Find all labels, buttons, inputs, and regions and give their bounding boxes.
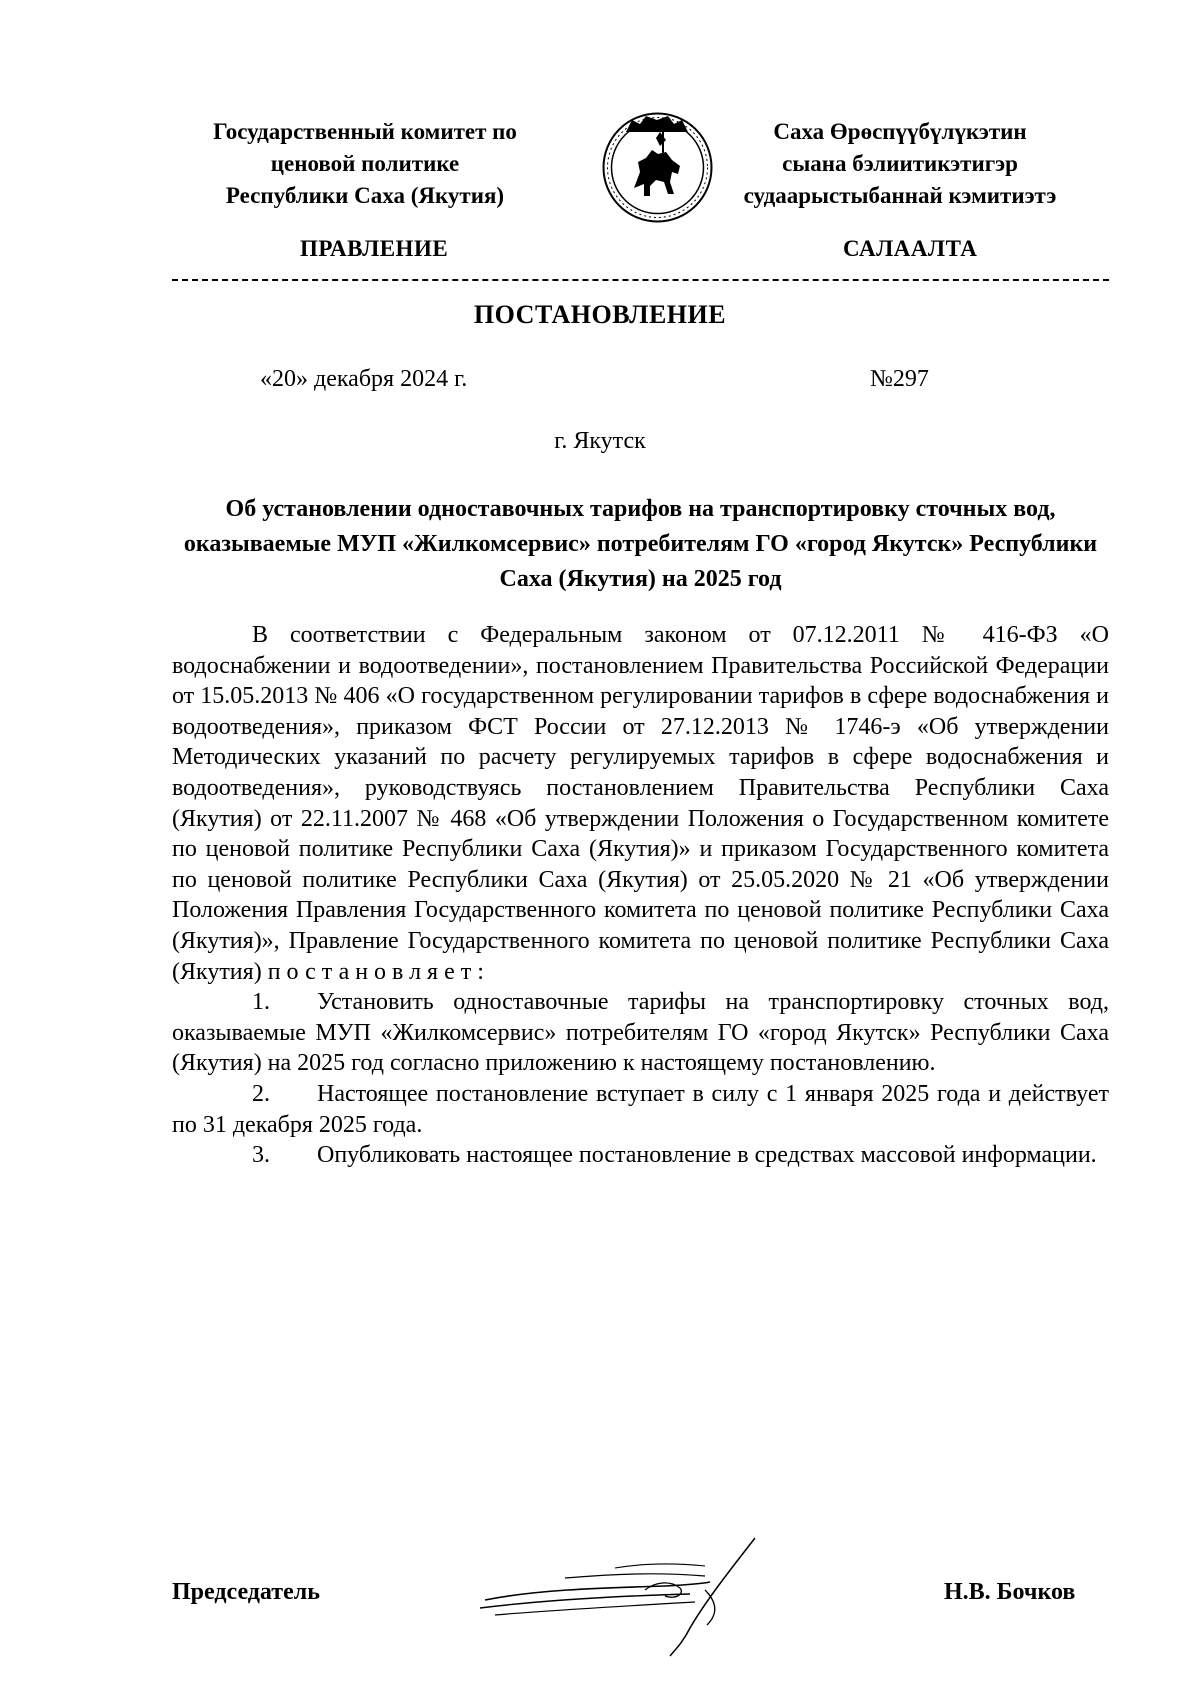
issuer-line: судаарыстыбаннай кэмитиэтэ — [743, 183, 1057, 208]
signatory-title: Председатель — [172, 1579, 320, 1605]
preamble-paragraph — [172, 620, 1109, 987]
item-number: 3. — [252, 1142, 270, 1169]
item-number: 2. — [252, 1080, 270, 1107]
handwritten-signature — [475, 1530, 795, 1660]
dashed-divider — [172, 279, 1109, 281]
preamble-text: В соответствии с Федеральным законом от 07.12.2011 № 416-ФЗ «О водоснабжении и водоотведении», постановлением Правительства Российской Федерации от 15.05.2013 № 406 «О государственном регулировании тарифов в сфере водоснабжения и водоотведения», приказом ФСТ России от 27.12.2013 № 1746-э «Об утверждении Методических указаний по расчету регулируемых тарифов в сфере водоснабжения и водоотведения», руководствуясь постановлением Правительства Республики Саха (Якутия) от 22.11.2007 № 468 «Об утверждении Положения о Государственном комитете по ценовой политике Республики Саха (Якутия)» и приказом Государственного комитета по ценовой политике Республики Саха (Якутия) от 25.05.2020 № 21 «Об утверждении Положения Правления Государственного комитета по ценовой политике Республики Саха (Якутия)», Правление Государственного комитета по ценовой политике Республики Саха (Якутия) — [172, 622, 1109, 985]
issuer-line: ценовой политике — [270, 151, 460, 176]
decree-word: постановляет: — [267, 958, 490, 985]
issuer-name-russian — [155, 116, 575, 212]
issuer-line: Государственный комитет по — [213, 119, 517, 144]
board-label-russian: ПРАВЛЕНИЕ — [300, 236, 449, 261]
document-date: «20» декабря 2024 г. — [260, 366, 468, 392]
issuer-line: сыана бэлиитикэтигэр — [782, 151, 1018, 176]
issuer-line: Саха Өрөспүүбүлүкэтин — [773, 119, 1027, 144]
list-item — [172, 1079, 1109, 1140]
document-subject: Об установлении одноставочных тарифов на транспортировку сточных вод, оказываемые МУП «Жилкомсервис» потребителям ГО «город Якутск» Республики Саха (Якутия) на 2025 год — [183, 496, 1098, 592]
issuer-name-yakut — [680, 116, 1120, 212]
item-text: Опубликовать настоящее постановление в средствах массовой информации. — [317, 1142, 1097, 1169]
item-text: Настоящее постановление вступает в силу с 1 января 2025 года и действует по 31 декабря 2025 года. — [172, 1080, 1109, 1138]
item-number: 1. — [252, 989, 270, 1016]
issuer-line: Республики Саха (Якутия) — [225, 183, 505, 208]
list-item — [172, 1140, 1109, 1171]
signatory-name: Н.В. Бочков — [944, 1579, 1076, 1605]
board-label-yakut: САЛААЛТА — [843, 236, 978, 261]
document-number: №297 — [870, 366, 929, 392]
item-text: Установить одноставочные тарифы на транспортировку сточных вод, оказываемые МУП «Жилкомсервис» потребителям ГО «город Якутск» Республики Саха (Якутия) на 2025 год согласно приложению к настоящему постановлению. — [172, 989, 1109, 1077]
document-type: ПОСТАНОВЛЕНИЕ — [473, 300, 727, 329]
document-city: г. Якутск — [554, 428, 646, 454]
list-item — [172, 987, 1109, 1079]
document-body — [172, 620, 1109, 1171]
